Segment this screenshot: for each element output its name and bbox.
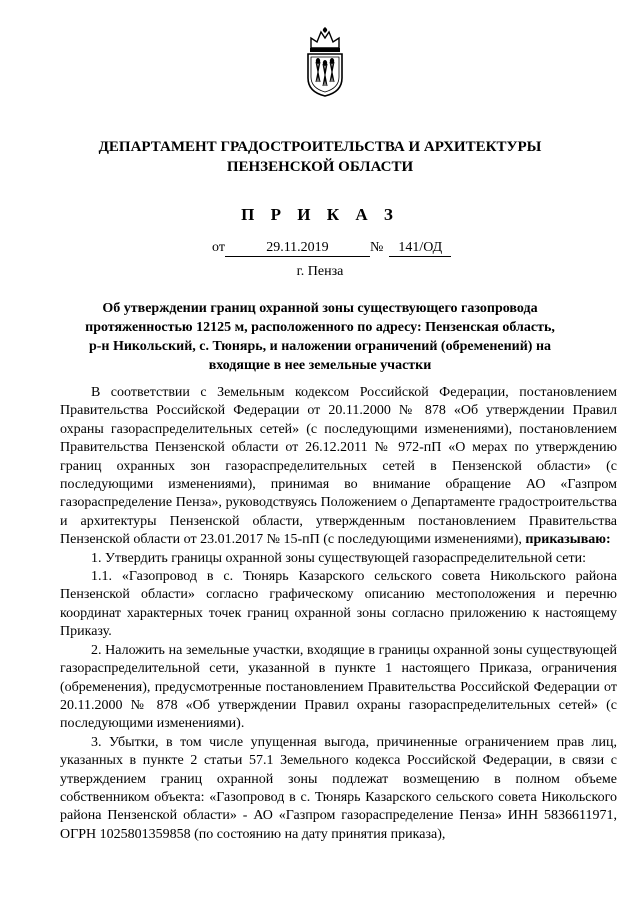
number-prefix: № <box>369 240 384 255</box>
department-line-1: ДЕПАРТАМЕНТ ГРАДОСТРОИТЕЛЬСТВА И АРХИТЕКТУРЫ <box>98 139 542 155</box>
department-line-2: ПЕНЗЕНСКОЙ ОБЛАСТИ <box>226 159 414 175</box>
order-title: П Р И К А З <box>241 205 399 224</box>
order-number: 141/ОД <box>389 240 451 257</box>
order-dateline <box>212 239 451 257</box>
order-subject <box>0 299 640 375</box>
order-body <box>60 384 617 844</box>
subject-line-4: входящие в нее земельные участки <box>208 358 432 373</box>
clause-1: 1. Утвердить границы охранной зоны существующей газораспределительной сети: <box>91 550 586 566</box>
order-date: 29.11.2019 <box>225 240 370 257</box>
subject-line-1: Об утверждении границ охранной зоны существующего газопровода <box>102 301 538 316</box>
preamble-paragraph <box>60 384 617 550</box>
penza-coat-of-arms-icon <box>303 26 347 98</box>
date-prefix: от <box>212 240 225 255</box>
department-name <box>0 137 640 177</box>
preamble-text: В соответствии с Земельным кодексом Российской Федерации, постановлением Правительства Российской Федерации от 20.11.2000 № 878 «Об утверждении Правил охраны газораспределительных сетей» (с последующими изменениями), постановлением Правительства Пензенской области от 26.12.2011 № 972-пП «О мерах по утверждению границ охранных зон газораспределительных сетей в Пензенской области» (с последующими изменениями), принимая во внимание обращение АО «Газпром газораспределение Пенза», руководствуясь Положением о Департаменте градостроительства и архитектуры Пензенской области, утвержденным постановлением Правительства Пензенской области от 23.01.2017 № 15-пП (с последующими изменениями), <box>60 385 617 548</box>
clause-2: 2. Наложить на земельные участки, входящие в границы охранной зоны существующей газораспределительной сети, указанной в пункте 1 настоящего Приказа, ограничения (обременения), предусмотренные постановлением Правительства Российской Федерации от 20.11.2000 № 878 «Об утверждении Правил охраны газораспределительных сетей» (с последующими изменениями). <box>60 642 617 732</box>
order-word: приказываю <box>525 532 606 548</box>
city: г. Пенза <box>296 264 344 279</box>
subject-line-2: протяженностью 12125 м, расположенного по адресу: Пензенская область, <box>85 320 555 335</box>
clause-1-1: 1.1. «Газопровод в с. Тюнярь Казарского сельского совета Никольского района Пензенской области» согласно графическому описанию местоположения и перечню координат характерных точек границ охранной зоны согласно приложению к настоящему Приказу. <box>60 569 617 640</box>
order-word-colon: : <box>606 532 611 548</box>
subject-line-3: р-н Никольский, с. Тюнярь, и наложении ограничений (обременений) на <box>88 339 552 354</box>
clause-3: 3. Убытки, в том числе упущенная выгода, причиненные ограничением прав лиц, указанных в пункте 2 статьи 57.1 Земельного кодекса Российской Федерации, в связи с утверждением границ охранной зоны подлежат возмещению в полном объеме собственником объекта: «Газопровод в с. Тюнярь Казарского сельского совета Никольского района Пензенской области» - АО «Газпром газораспределение Пенза» ИНН 5836611971, ОГРН 1025801359858 (по состоянию на дату принятия приказа), <box>60 734 617 842</box>
